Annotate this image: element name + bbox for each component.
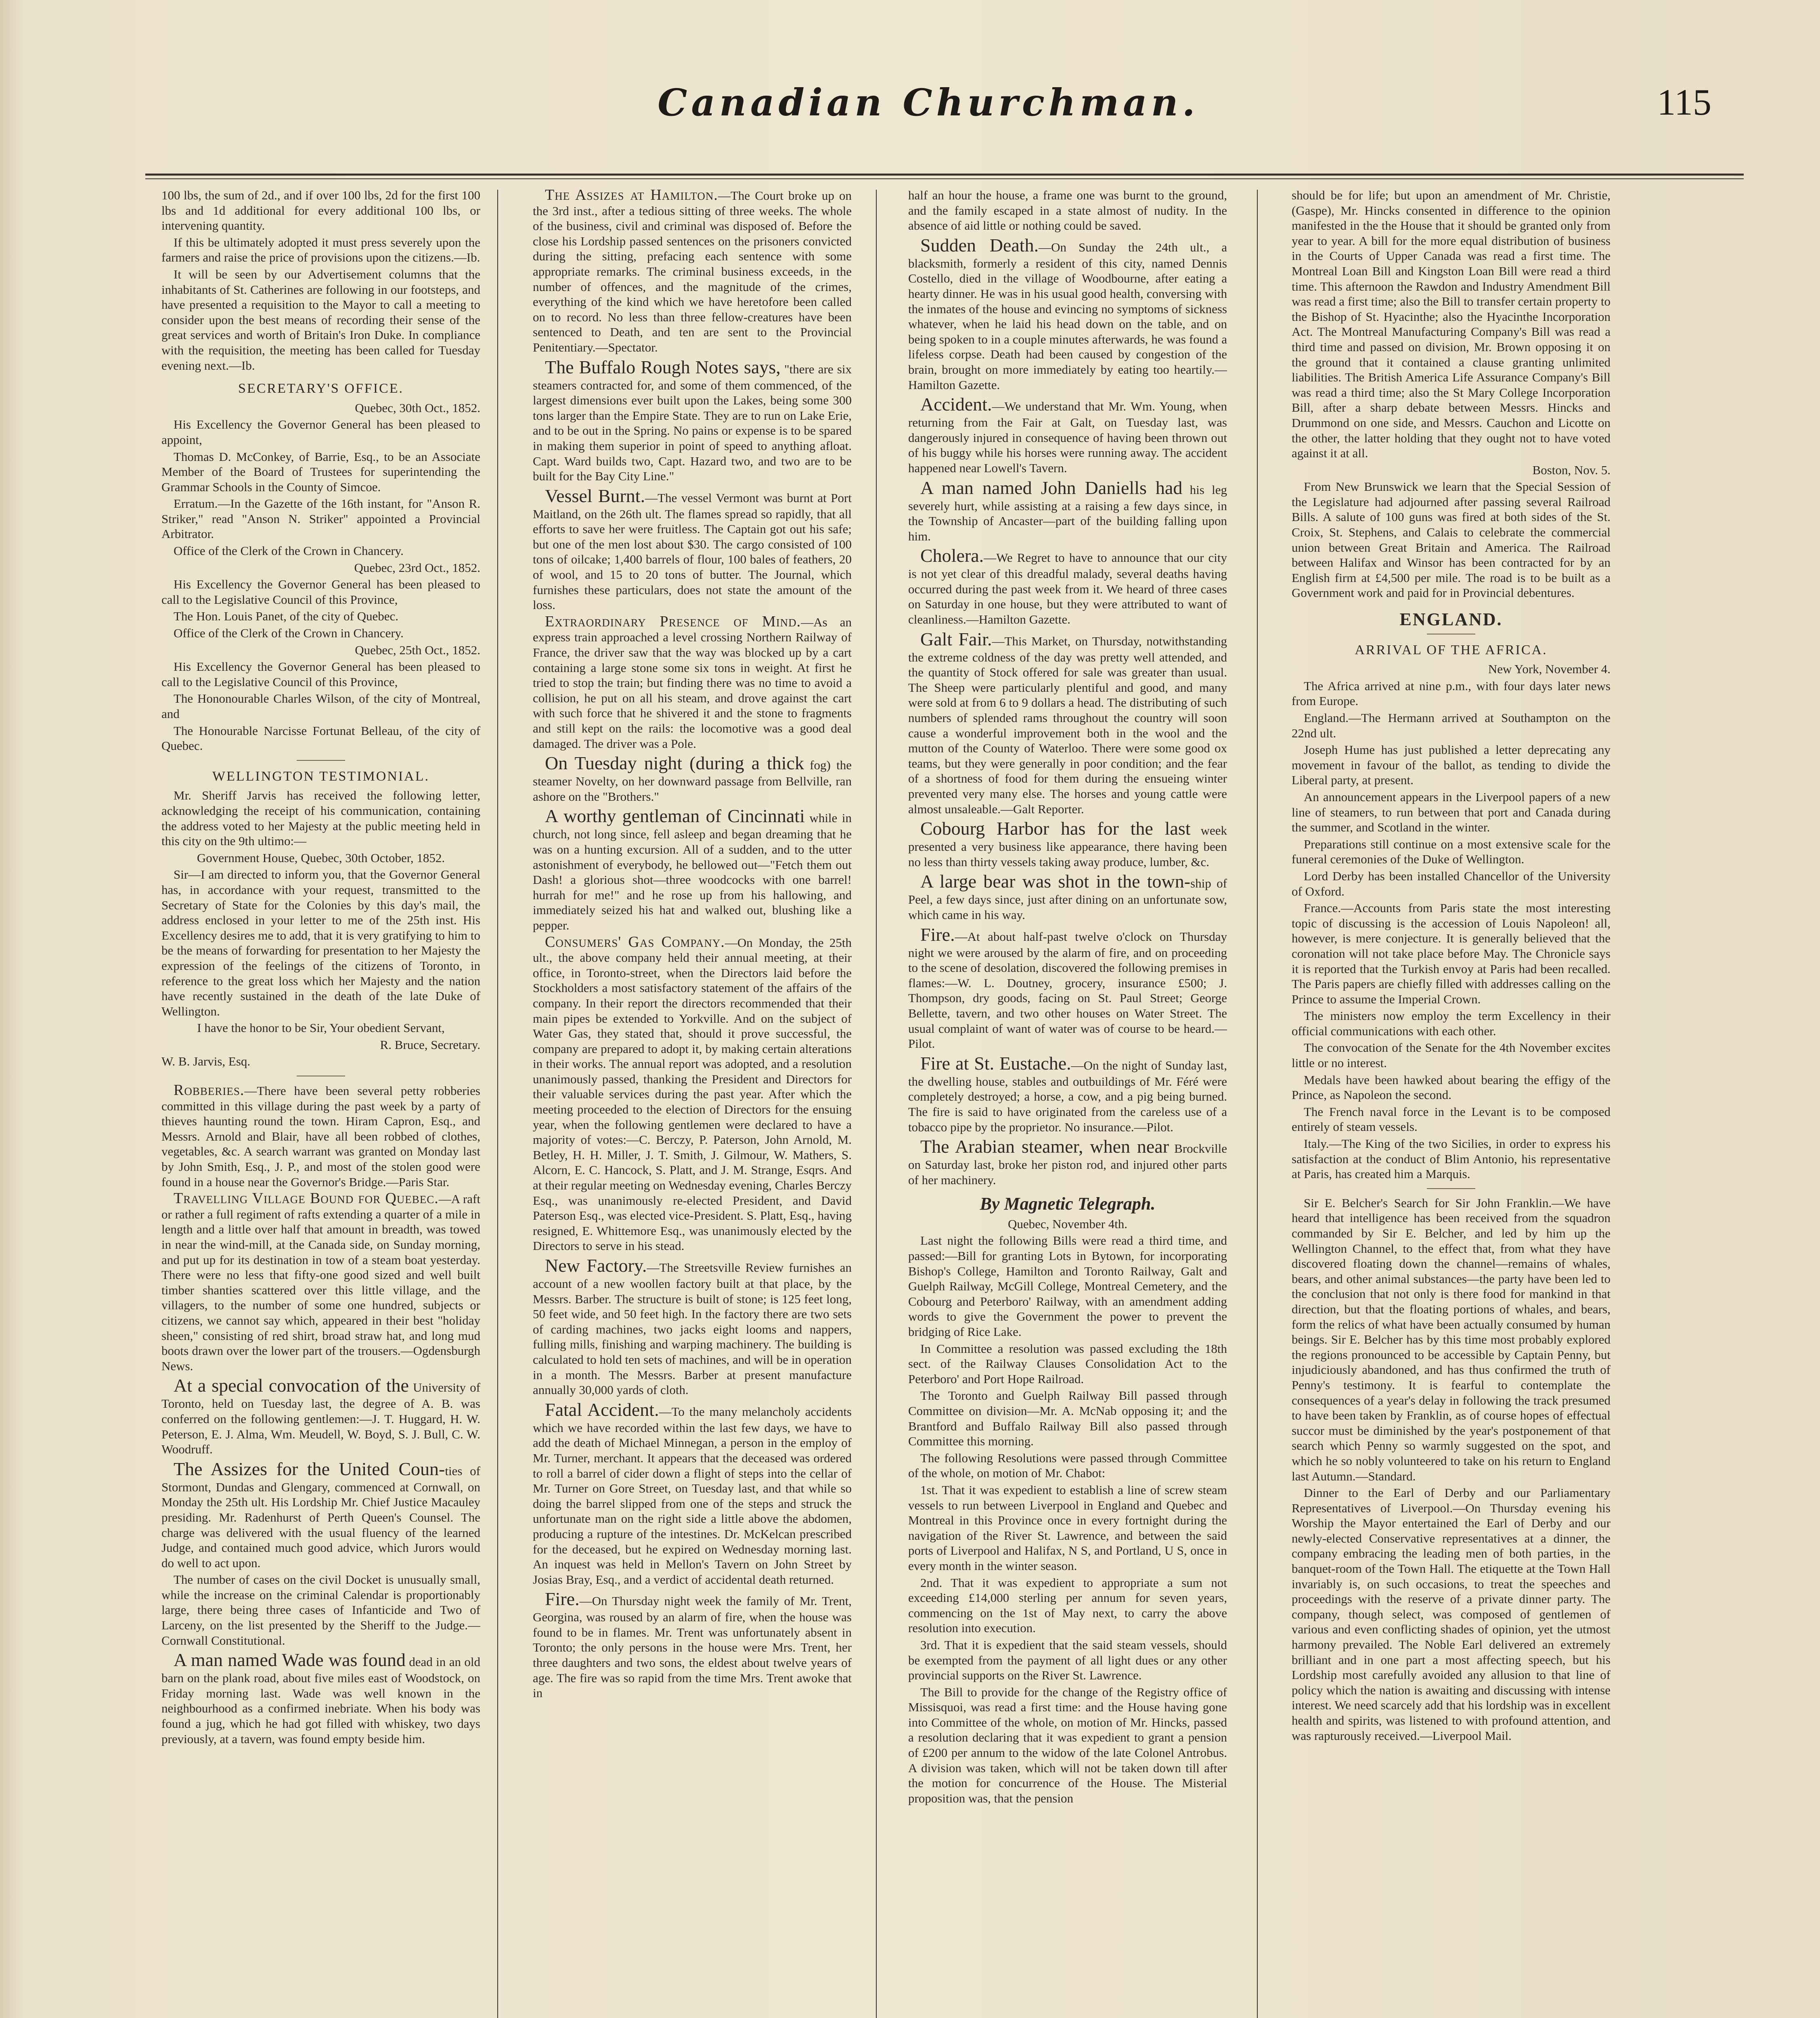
article-lead: The Buffalo Rough Notes says, bbox=[545, 356, 781, 377]
dateline bbox=[161, 850, 480, 866]
article-text: Thomas D. McConkey, of Barrie, Esq., to be an Associate Member of the Board of Trustees for superintending the Grammar Schools in the County of Simcoe. bbox=[161, 449, 480, 494]
article-text: The number of cases on the civil Docket is unusually small, while the increase on the criminal Calendar is proportionably large, there being three cases of Infanticide and Two of Larceny, on the list presented by the Sheriff to the Judge.—Cornwall Constitutional. bbox=[161, 1572, 480, 1647]
article-text: It will be seen by our Advertisement columns that the inhabitants of St. Catherines are following in our footsteps, and have presented a requisition to the Mayor to call a meeting to consider upon the best means of recording their sense of the great services and worth of Britain's Iron Duke. In compliance with the requisition, the meeting has been called for Tuesday evening next.—Ib. bbox=[161, 267, 480, 373]
article-text: By Magnetic Telegraph. bbox=[980, 1194, 1156, 1214]
article-text: —We Regret to have to announce that our city is not yet clear of this dreadful malady, several deaths having occurred during the past week from it. We heard of three cases on Saturday in one house, but they were attributed to want of cleanliness.—Hamilton Gazette. bbox=[908, 551, 1227, 627]
article-text: His Excellency the Governor General has been pleased to call to the Legislative Council of this Province, bbox=[161, 577, 480, 607]
column-3 bbox=[908, 188, 1227, 2018]
article-text: England.—The Hermann arrived at Southampton on the 22nd ult. bbox=[1292, 711, 1611, 740]
article-paragraph bbox=[1292, 742, 1611, 788]
article-text: His Excellency the Governor General has been pleased to call to the Legislative Council of this Province, bbox=[161, 659, 480, 689]
article-text: I have the honor to be Sir, Your obedient Servant, bbox=[197, 1021, 445, 1035]
article-lead: A large bear was shot in the town- bbox=[920, 871, 1191, 892]
article-paragraph bbox=[1292, 1040, 1611, 1070]
article-text: —At about half-past twelve o'clock on Thursday night we were aroused by the alarm of fire, and on proceeding to the scene of desolation, discovered the following premises in flames:—W. L. Doutney, grocery, insurance £500; J. Thompson, dry goods, facing on St. Paul Street; George Bellette, tavern, and two other houses on Water Street. The usual complaint of want of water was of course to be heard.—Pilot. bbox=[908, 929, 1227, 1051]
article-lead: Accident. bbox=[920, 394, 992, 415]
article-text: —This Market, on Thursday, notwithstanding the extreme coldness of the day was pretty well attended, and the quantity of Stock offered for sale was greater than usual. The Sheep were particularly plentiful and good, and many were sold at from 6 to 9 dollars a head. The distributing of such numbers of splended rams throughout the country will soon cause a wonderful improvement both in the wool and the mutton of the County of Waterloo. There were some good ox teams, but they were generally in poor condition; and the fear of a shortness of food for them during the ensueing winter prevented very many else. The horses and young cattle were almost unsaleable.—Galt Reporter. bbox=[908, 634, 1227, 816]
article-text: 2nd. That it was expedient to appropriate a sum not exceeding £14,000 sterling per annum for seven years, commencing on the 1st of May next, to carry the above resolution into execution. bbox=[908, 1575, 1227, 1635]
article-lead: Vessel Burnt. bbox=[545, 485, 645, 506]
dateline bbox=[161, 1037, 480, 1053]
dateline bbox=[908, 1216, 1227, 1232]
article-text: The French naval force in the Levant is to be composed entirely of steam vessels. bbox=[1292, 1104, 1611, 1134]
article-paragraph bbox=[1292, 678, 1611, 709]
masthead bbox=[145, 77, 1744, 137]
article-paragraph bbox=[1292, 900, 1611, 1007]
article-text: Government House, Quebec, 30th October, 1852. bbox=[197, 850, 445, 865]
article-paragraph bbox=[908, 1053, 1227, 1135]
article-text: half an hour the house, a frame one was burnt to the ground, and the family escaped in a state almost of nudity. In the absence of aid little or nothing could be saved. bbox=[908, 188, 1227, 233]
article-paragraph bbox=[908, 871, 1227, 922]
article-text: should be for life; but upon an amendment of Mr. Christie, (Gaspe), Mr. Hincks consented in difference to the opinion manifested in the the House that it should be granted only from year to year. A bill for the more equal distribution of business in the Courts of Upper Canada was read a first time. The Montreal Loan Bill and Kingston Loan Bill were read a third time. This afternoon the Rawdon and Industry Amendment Bill was read a first time; also the Bill to transfer certain property to the Bishop of St. Hyacinthe; also the Hyacinthe Incorporation Act. The Montreal Manufacturing Company's Bill was read a third time and passed on division, Mr. Brown opposing it on the ground that it contained a clause granting unlimited liabilities. The British America Life Assurance Company's Bill was read a third time; also the St Mary College Incorporation Bill, after a sharp debate between Messrs. Hincks and Drummond on one side, and Messrs. Cauchon and Licotte on the other, the latter holding that they ought not to have voted against it at all. bbox=[1292, 188, 1611, 461]
article-paragraph bbox=[908, 1233, 1227, 1339]
article-paragraph bbox=[533, 188, 852, 355]
section-heading bbox=[1292, 609, 1611, 630]
article-paragraph bbox=[533, 357, 852, 484]
article-paragraph bbox=[908, 1482, 1227, 1574]
article-text: Sir E. Belcher's Search for Sir John Franklin.—We have heard that intelligence has been received from the squadron commanded by Sir E. Belcher, and led by him up the Wellington Channel, to the effect that, from what they have discovered floating down the channel—remains of whales, bears, and other animal substances—the party have been led to the conclusion that not only is there food for mankind in that direction, but that the floating portions of whales, and bears, form the relics of what have been actually consumed by human beings. Sir E. Belcher has by this time most probably explored the regions pronounced to be accessible by Captain Penny, but injudiciously abandoned, and has thus confirmed the truth of Penny's testimony. It is fearful to contemplate the consequences of a year's delay in following the track presumed to have been taken by Franklin, as of course hopes of effectual succor must be diminished by the year's postponement of that search which Penny so warmly suggested on the spot, and which he so nobly volunteered to take on his return to England last Autumn.—Standard. bbox=[1292, 1195, 1611, 1483]
article-paragraph bbox=[1292, 188, 1611, 461]
article-text: Quebec, 23rd Oct., 1852. bbox=[354, 560, 480, 575]
article-lead: Galt Fair. bbox=[920, 628, 992, 649]
article-lead: A worthy gentleman of Cincinnati bbox=[545, 806, 805, 827]
article-paragraph bbox=[908, 1341, 1227, 1387]
article-text: Office of the Clerk of the Crown in Chancery. bbox=[174, 626, 404, 641]
article-paragraph bbox=[908, 1575, 1227, 1636]
article-text: —A raft or rather a full regiment of rafts extending a quarter of a mile in length and a little over half that amount in breadth, was towed in near the wind-mill, at the Canada side, on Sunday morning, and put up for its destination in tow of a steam boat yesterday. There were no less that fifty-one good sized and well built timber shanties scattered over this little village, and the villagers, to the number of some one hundred, subjects or citizens, we cannot say which, appeared in their best "holiday sheen," consisting of red shirt, broad straw hat, and long mud boots drawn over the lower part of the trousers.—Ogdensburgh News. bbox=[161, 1192, 480, 1373]
newspaper-title: Canadian Churchman. bbox=[658, 81, 1199, 124]
article-text: Preparations still continue on a most extensive scale for the funeral ceremonies of the Duke of Wellington. bbox=[1292, 837, 1611, 867]
article-heading: Extraordinary Presence of Mind. bbox=[545, 613, 801, 630]
article-text: —There have been several petty robberies committed in this village during the past week by a party of thieves haunting round the town. Hiram Capron, Esq., and Messrs. Arnold and Blair, have all been robbed of clothes, vegetables, &c. A search warrant was granted on Monday last by John Smith, Esq., J. P., and most of the stolen good were found in a house near the Governor's Bridge.—Paris Star. bbox=[161, 1084, 480, 1189]
page-number: 115 bbox=[1657, 82, 1711, 123]
article-text: dead in an old barn on the plank road, about five miles east of Woodstock, on Friday morning last. Wade was well known in the neighbourhood as a confirmed inebriate. When his body was found a jug, which he had got filled with whiskey, two days previously, at a tavern, was found empty beside him. bbox=[161, 1655, 480, 1746]
article-text: The Honourable Narcisse Fortunat Belleau, of the city of Quebec. bbox=[161, 723, 480, 753]
column-1 bbox=[161, 188, 480, 2018]
article-paragraph bbox=[533, 935, 852, 1254]
article-lead: Fire at St. Eustache. bbox=[920, 1053, 1071, 1074]
column-divider bbox=[876, 190, 877, 2018]
article-paragraph bbox=[533, 1589, 852, 1701]
article-paragraph bbox=[161, 543, 480, 559]
article-text: The Bill to provide for the change of the Registry office of Missisquoi, was read a first time: and the House having gone into Committee of the whole, on motion of Mr. Hincks, passed a resolution declaring that it was expedient to grant a pension of £200 per annum to the widow of the late Colonel Antrobus. A division was taken, which will not be taken down till after the motion for concurrence of the House. The Misterial proposition was, that the pension bbox=[908, 1685, 1227, 1805]
article-paragraph bbox=[1292, 1195, 1611, 1484]
article-paragraph bbox=[161, 609, 480, 624]
article-text: From New Brunswick we learn that the Special Session of the Legislature had adjourned after passing several Railroad Bills. A salute of 100 guns was fired at both sides of the St. Croix, St. Stephens, and Calais to celebrate the commercial union between Great Britain and America. The Railroad between Halifax and Winsor has been contracted for by an English firm at £4,500 per mile. The road is to be built as a Government work and paid for in Provincial debentures. bbox=[1292, 479, 1611, 600]
article-text: —The vessel Vermont was burnt at Port Maitland, on the 26th ult. The flames spread so rapidly, that all efforts to save her were fruitless. The Captain got out his safe; but one of the men lost about $30. The cargo consisted of 100 tons of oilcake; 1,400 barrels of flour, 100 bales of feathers, 20 of wool, and 15 to 20 tons of butter. The Journal, which furnishes these particulars, does not state the amount of the loss. bbox=[533, 490, 852, 612]
article-paragraph bbox=[908, 1451, 1227, 1481]
article-lead: A man named Wade was found bbox=[174, 1650, 406, 1671]
article-text: —On Thursday night week the family of Mr. Trent, Georgina, was roused by an alarm of fire, when the house was found to be in flames. Mr. Trent was unfortunately absent in Toronto; the only persons in the house were Mrs. Trent, her three daughters and two sons, the eldest about twelve years of age. The fire was so rapid from the time Mrs. Trent awoke that in bbox=[533, 1594, 852, 1700]
article-text: his leg severely hurt, while assisting at a raising a few days since, in the Township of Ancaster—part of the building falling upon him. bbox=[908, 482, 1227, 543]
article-paragraph bbox=[1292, 789, 1611, 835]
article-heading: The Assizes at Hamilton. bbox=[545, 188, 718, 203]
article-paragraph bbox=[161, 788, 480, 848]
article-paragraph bbox=[1292, 869, 1611, 899]
dateline bbox=[161, 400, 480, 416]
article-text: In Committee a resolution was passed excluding the 18th sect. of the Railway Clauses Consolidation Act to the Peterboro' and Port Hope Railroad. bbox=[908, 1341, 1227, 1386]
article-paragraph bbox=[161, 1083, 480, 1189]
section-divider bbox=[1427, 1188, 1475, 1189]
section-heading bbox=[908, 1196, 1227, 1212]
article-paragraph bbox=[908, 818, 1227, 869]
article-paragraph bbox=[1292, 1008, 1611, 1038]
article-text: —To the many melancholy accidents which we have recorded within the last few days, we have to add the death of Michael Minnegan, a person in the employ of Mr. Turner, merchant. It appears that the deceased was ordered to roll a barrel of cider down a flight of steps into the cellar of Mr. Turner on Gore Street, on Tuesday last, and that while so doing the barrel slipped from one of the steps and struck the unfortunate man on the right side a little above the abdomen, producing a rupture of the intestines. Dr. McKelcan prescribed for the deceased, but he expired on Wednesday morning last. An inquest was held in Mellon's Tavern on John Street by Josias Bray, Esq., and a verdict of accidental death returned. bbox=[533, 1404, 852, 1587]
article-heading: Consumers' Gas Company. bbox=[545, 933, 725, 950]
article-text: The Africa arrived at nine p.m., with four days later news from Europe. bbox=[1292, 678, 1611, 708]
article-paragraph bbox=[161, 235, 480, 265]
article-paragraph bbox=[908, 1388, 1227, 1449]
article-text: An announcement appears in the Liverpool papers of a new line of steamers, to run between that port and Canada during the summer, and Scotland in the winter. bbox=[1292, 789, 1611, 835]
article-paragraph bbox=[1292, 1485, 1611, 1743]
article-lead: The Arabian steamer, when near bbox=[920, 1136, 1169, 1157]
article-text: Italy.—The King of the two Sicilies, in order to express his satisfaction at the conduct of Blim Antonio, his representative at Paris, has created him a Marquis. bbox=[1292, 1137, 1611, 1181]
article-lead: A man named John Daniells had bbox=[920, 477, 1183, 498]
article-text: Quebec, November 4th. bbox=[1007, 1216, 1128, 1231]
article-text: ENGLAND. bbox=[1399, 609, 1503, 630]
article-paragraph bbox=[908, 924, 1227, 1051]
article-paragraph bbox=[1292, 710, 1611, 741]
article-paragraph bbox=[908, 1136, 1227, 1187]
article-text: Office of the Clerk of the Crown in Chancery. bbox=[174, 544, 404, 558]
article-text: week presented a very business like appearance, there having been no less than thirty vessels taking away produce, lumber, &c. bbox=[908, 823, 1227, 869]
article-lead: Fire. bbox=[920, 924, 955, 945]
article-paragraph bbox=[161, 1375, 480, 1457]
article-paragraph bbox=[161, 626, 480, 641]
article-lead: The Assizes for the United Coun- bbox=[174, 1458, 445, 1479]
article-text: "there are six steamers contracted for, and some of them commenced, of the largest dimensions ever built upon the Lakes, being some 300 tons larger than the Empire State. They are to run on Lake Erie, and to be out in the Spring. No pains or expense is to be spared in making them superior in point of speed to anything afloat. Capt. Ward builds two, Capt. Hazard two, and two are to be built for the Bay City Line." bbox=[533, 362, 852, 484]
article-paragraph bbox=[533, 486, 852, 613]
article-text: Quebec, 30th Oct., 1852. bbox=[355, 400, 480, 415]
section-heading bbox=[161, 381, 480, 396]
article-paragraph bbox=[1292, 479, 1611, 601]
article-text: Last night the following Bills were read a third time, and passed:—Bill for granting Lots in Bytown, for incorporating Bishop's College, Hamilton and Toronto Railway, Galt and Guelph Railway, McGill College, Montreal Cemetery, and the Cobourg and Peterboro' Railway, with an amendment adding words to give the Government the power to prevent the bridging of Rice Lake. bbox=[908, 1233, 1227, 1339]
article-text: Joseph Hume has just published a letter deprecating any movement in favour of the ballot, as tending to divide the Liberal party, at present. bbox=[1292, 743, 1611, 787]
article-text: The Hononourable Charles Wilson, of the city of Montreal, and bbox=[161, 691, 480, 721]
article-paragraph bbox=[161, 691, 480, 721]
article-paragraph bbox=[1292, 837, 1611, 867]
article-text: ARRIVAL OF THE AFRICA. bbox=[1355, 642, 1548, 657]
article-heading: Robberies. bbox=[174, 1082, 245, 1099]
article-paragraph bbox=[1292, 1136, 1611, 1182]
article-text: 3rd. That it is expedient that the said steam vessels, should be exempted from the payment of all light dues or any other provincial supports on the River St. Lawrence. bbox=[908, 1637, 1227, 1683]
article-text: France.—Accounts from Paris state the most interesting topic of discussing is the accession of Louis Napoleon! all, however, is mere conjecture. It is generally believed that the coronation will not take place before May. The Chronicle says it is reported that the Turkish envoy at Paris had been recalled. The Paris papers are chiefly filled with addresses calling on the Prince to assume the Imperial Crown. bbox=[1292, 901, 1611, 1006]
article-text: The ministers now employ the term Excellency in their official communications with each other. bbox=[1292, 1009, 1611, 1038]
article-lead: Cobourg Harbor has for the last bbox=[920, 818, 1191, 839]
article-text: The convocation of the Senate for the 4th November excites little or no interest. bbox=[1292, 1040, 1611, 1070]
article-paragraph bbox=[533, 1255, 852, 1398]
article-paragraph bbox=[908, 235, 1227, 392]
article-paragraph bbox=[161, 659, 480, 689]
article-paragraph bbox=[533, 1399, 852, 1587]
article-text: while in church, not long since, fell asleep and began dreaming that he was on a hunting excursion. All of a sudden, and to the utter astonishment of everybody, he bellowed out—"Fetch them out Dash! a glorious shot—three woodcocks with one barrel! hurrah for me!" and he rose up from his hallowing, and immediately seized his hat and walked out, blushing like a pepper. bbox=[533, 811, 852, 932]
article-text: —The Court broke up on the 3rd inst., after a tedious sitting of three weeks. The whole of the business, civil and criminal was disposed of. Before the close his Lordship passed sentences on the prisoners convicted during the sitting, prefacing each sentence with some appropriate remarks. The criminal business exceeds, in the number of offences, and the magnitude of the crimes, everything of the kind which we have heretofore been called on to record. No less than three fellow-creatures have been sentenced to Death, and ten are sent to the Provincial Penitentiary.—Spectator. bbox=[533, 188, 852, 354]
masthead-rule bbox=[145, 174, 1744, 176]
article-paragraph bbox=[1292, 1104, 1611, 1135]
article-text: 100 lbs, the sum of 2d., and if over 100 lbs, 2d for the first 100 lbs and 1d additional for every additional 100 lbs, or intervening quantity. bbox=[161, 188, 480, 233]
article-paragraph bbox=[161, 1191, 480, 1373]
article-paragraph bbox=[161, 1054, 480, 1069]
dateline bbox=[161, 643, 480, 658]
article-text: WELLINGTON TESTIMONIAL. bbox=[212, 768, 429, 784]
article-paragraph bbox=[161, 496, 480, 542]
column-divider bbox=[1257, 190, 1258, 2018]
article-paragraph bbox=[161, 577, 480, 607]
article-paragraph bbox=[161, 1572, 480, 1648]
article-paragraph bbox=[161, 417, 480, 447]
column-4 bbox=[1292, 188, 1611, 2018]
article-paragraph bbox=[908, 477, 1227, 544]
masthead-rule-thin bbox=[145, 178, 1744, 179]
article-lead: On Tuesday night (during a thick bbox=[545, 753, 804, 774]
article-text: Quebec, 25th Oct., 1852. bbox=[355, 643, 480, 657]
article-lead: Fatal Accident. bbox=[545, 1399, 659, 1420]
dateline bbox=[1292, 463, 1611, 478]
article-text: Dinner to the Earl of Derby and our Parliamentary Representatives of Liverpool.—On Thursday evening his Worship the Mayor entertained the Earl of Derby and our newly-elected Conservative representatives at a dinner, the company embracing the leading men of both parties, in the banquet-room of the Town Hall. The etiquette at the Town Hall invariably is, on such occasions, to treat the speeches and proceedings with the reserve of a private dinner party. The company, though select, was composed of gentlemen of various and even conflicting shades of opinion, yet the utmost harmony prevailed. The Noble Earl delivered an extremely brilliant and in one part a most affecting speech, but his Lordship most carefully avoided any allusion to that line of policy which the nation is awaiting and discussing with intense interest. We need scarcely add that his lordship was in excellent health and spirits, was listened to with profound attention, and was rapturously received.—Liverpool Mail. bbox=[1292, 1486, 1611, 1743]
article-text: —The Streetsville Review furnishes an account of a new woollen factory built at that place, by the Messrs. Barber. The structure is built of stone; is 125 feet long, 50 feet wide, and 50 feet high. In the factory there are two sets of carding machines, two jacks eight looms and nappers, fulling mills, finishing and warping machinery. The building is calculated to hold ten sets of machines, and will be in operation in a month. The Messrs. Barber at present manufacture annually 30,000 yards of cloth. bbox=[533, 1260, 852, 1397]
article-text: fog) the steamer Novelty, on her downward passage from Bellville, ran ashore on the "Brothers." bbox=[533, 758, 852, 804]
article-paragraph bbox=[161, 267, 480, 373]
article-text: Sir—I am directed to inform you, that the Governor General has, in accordance with your request, transmitted to the Secretary of State for the Colonies by this day's mail, the address enclosed in your letter to me of the 25th inst. His Excellency desires me to add, that it is very gratifying to him to be the means of forwarding for presentation to her Majesty the expression of the feelings of the citizens of Toronto, in reference to the great loss which her Majesty and the nation have recently sustained in the death of the late Duke of Wellington. bbox=[161, 867, 480, 1018]
article-text: The Toronto and Guelph Railway Bill passed through Committee on division—Mr. A. McNab opposing it; and the Brantford and Buffalo Railway Bill also passed through Committee this morning. bbox=[908, 1388, 1227, 1449]
section-heading bbox=[1292, 643, 1611, 658]
article-paragraph bbox=[908, 629, 1227, 817]
article-text: ship of Peel, a few days since, just after dining on an unfortunate sow, which came in his way. bbox=[908, 876, 1227, 922]
article-paragraph bbox=[161, 188, 480, 233]
section-divider bbox=[297, 760, 345, 761]
article-text: Erratum.—In the Gazette of the 16th instant, for "Anson R. Striker," read "Anson N. Striker" appointed a Provincial Arbitrator. bbox=[161, 496, 480, 541]
article-text: University of Toronto, held on Tuesday last, the degree of A. B. was conferred on the following gentlemen:—J. T. Huggard, H. W. Peterson, E. J. Alma, Wm. Meudell, W. Boyd, S. J. Bull, C. W. Woodruff. bbox=[161, 1380, 480, 1457]
section-heading bbox=[161, 769, 480, 784]
article-text: The Hon. Louis Panet, of the city of Quebec. bbox=[174, 609, 398, 624]
article-text: If this be ultimately adopted it must press severely upon the farmers and raise the price of provisions upon the citizens.—Ib. bbox=[161, 235, 480, 265]
article-text: —We understand that Mr. Wm. Young, when returning from the Fair at Galt, on Tuesday last, was dangerously injured in consequence of having been thrown out of his buggy while his horses were running away. The accident happened near Lowell's Tavern. bbox=[908, 399, 1227, 475]
article-text: Medals have been hawked about bearing the effigy of the Prince, as Napoleon the second. bbox=[1292, 1072, 1611, 1102]
article-paragraph bbox=[908, 394, 1227, 475]
article-lead: Sudden Death. bbox=[920, 234, 1039, 255]
article-paragraph bbox=[533, 806, 852, 933]
article-text: ties of Stormont, Dundas and Glengary, commenced at Cornwall, on Monday the 25th ult. His Lordship Mr. Chief Justice Macauley presiding. Mr. Radenhurst of Perth Queen's Counsel. The charge was delivered with the usual fluency of the learned Judge, and contained much good advice, which Jurors would do well to act upon. bbox=[161, 1463, 480, 1570]
article-text: —On the night of Sunday last, the dwelling house, stables and outbuildings of Mr. Féré were completely destroyed; a horse, a cow, and a pig being burned. The fire is said to have originated from the careless use of a tobacco pipe by the proprietor. No insurance.—Pilot. bbox=[908, 1058, 1227, 1134]
article-paragraph bbox=[161, 723, 480, 754]
article-lead: At a special convocation of the bbox=[174, 1375, 409, 1396]
article-text: R. Bruce, Secretary. bbox=[380, 1037, 480, 1052]
dateline bbox=[1292, 662, 1611, 677]
article-paragraph bbox=[161, 867, 480, 1019]
article-paragraph bbox=[908, 1685, 1227, 1806]
column-2 bbox=[533, 188, 852, 2018]
article-text: SECRETARY'S OFFICE. bbox=[238, 381, 404, 396]
article-paragraph bbox=[908, 188, 1227, 233]
article-lead: Fire. bbox=[545, 1589, 580, 1610]
article-paragraph bbox=[161, 449, 480, 495]
article-text: —As an express train approached a level crossing Northern Railway of France, the driver saw that the way was blocked up by a cart containing a large stone some six tons in weight. At first he tried to stop the train; but finding there was no time to avoid a collision, he put on all his steam, and drove against the cart with such force that he shivered it and the stone to fragments and still kept on the rails: the locomotive was a good deal damaged. The driver was a Pole. bbox=[533, 615, 852, 751]
article-paragraph bbox=[161, 1650, 480, 1746]
article-text: —On Sunday the 24th ult., a blacksmith, formerly a resident of this city, named Dennis Costello, died in the village of Woodbourne, after eating a hearty dinner. He was in his usual good health, conversing with the inmates of the house and evincing no symptoms of sickness whatever, when he laid his head down on the table, and on being spoken to in a couple minutes afterwards, he was found a lifeless corpse. Death had been caused by congestion of the brain, brought on more immediately by eating too heartily.—Hamilton Gazette. bbox=[908, 240, 1227, 392]
article-text: Mr. Sheriff Jarvis has received the following letter, acknowledging the receipt of his communication, containing the address voted to her Majesty at the public meeting held in this city on the 9th ultimo:— bbox=[161, 788, 480, 848]
article-text: —On Monday, the 25th ult., the above company held their annual meeting, at their office, in Toronto-street, when the Directors laid before the Stockholders a most satisfactory statement of the affairs of the company. In their report the directors recommended that their main pipes be extended to Yorkville. And on the subject of Water Gas, they stated that, should it prove successful, the company are prepared to adopt it, by making certain alterations in their works. The annual report was adopted, and a resolution unanimously passed, thanking the President and Directors for their valuable services during the past year. After which the meeting proceeded to the election of Directors for the ensuing year, when the following gentlemen were declared to have a majority of votes:—C. Berczy, P. Paterson, John Arnold, M. Betley, H. H. Miller, J. T. Smith, J. Gilmour, W. Mathers, S. Alcorn, E. C. Hancock, S. Platt, and J. M. Strange, Esqrs. And at their regular meeting on Wednesday evening, Charles Berczy Esq., was unanimously re-elected President, and David Paterson Esq., was elected vice-President. S. Platt, Esq., having resigned, E. Whittemore Esq., was unanimously elected by the Directors to serve in his stead. bbox=[533, 935, 852, 1253]
article-lead: New Factory. bbox=[545, 1255, 647, 1276]
article-paragraph bbox=[533, 614, 852, 751]
article-paragraph bbox=[908, 545, 1227, 627]
article-paragraph bbox=[1292, 1072, 1611, 1103]
column-divider bbox=[497, 190, 498, 2018]
article-text: Boston, Nov. 5. bbox=[1532, 463, 1611, 477]
article-paragraph bbox=[161, 1459, 480, 1571]
dateline bbox=[161, 1020, 480, 1036]
dateline bbox=[161, 560, 480, 576]
article-text: New York, November 4. bbox=[1488, 662, 1611, 676]
article-text: W. B. Jarvis, Esq. bbox=[161, 1054, 251, 1069]
article-text: Brockville on Saturday last, broke her piston rod, and injured other parts of her machinery. bbox=[908, 1141, 1227, 1187]
article-lead: Cholera. bbox=[920, 545, 984, 566]
article-text: His Excellency the Governor General has been pleased to appoint, bbox=[161, 417, 480, 447]
article-text: The following Resolutions were passed through Committee of the whole, on motion of Mr. Chabot: bbox=[908, 1451, 1227, 1480]
article-text: Lord Derby has been installed Chancellor of the University of Oxford. bbox=[1292, 869, 1611, 898]
article-text: 1st. That it was expedient to establish a line of screw steam vessels to run between Liverpool in England and Quebec and Montreal in this Province once in every fortnight during the navigation of the River St. Lawrence, and between the said ports of Liverpool and Halifax, N S, and Portland, U S, once in every month in the winter season. bbox=[908, 1482, 1227, 1573]
article-heading: Travelling Village Bound for Quebec. bbox=[174, 1190, 439, 1207]
article-paragraph bbox=[908, 1637, 1227, 1683]
article-paragraph bbox=[533, 753, 852, 804]
